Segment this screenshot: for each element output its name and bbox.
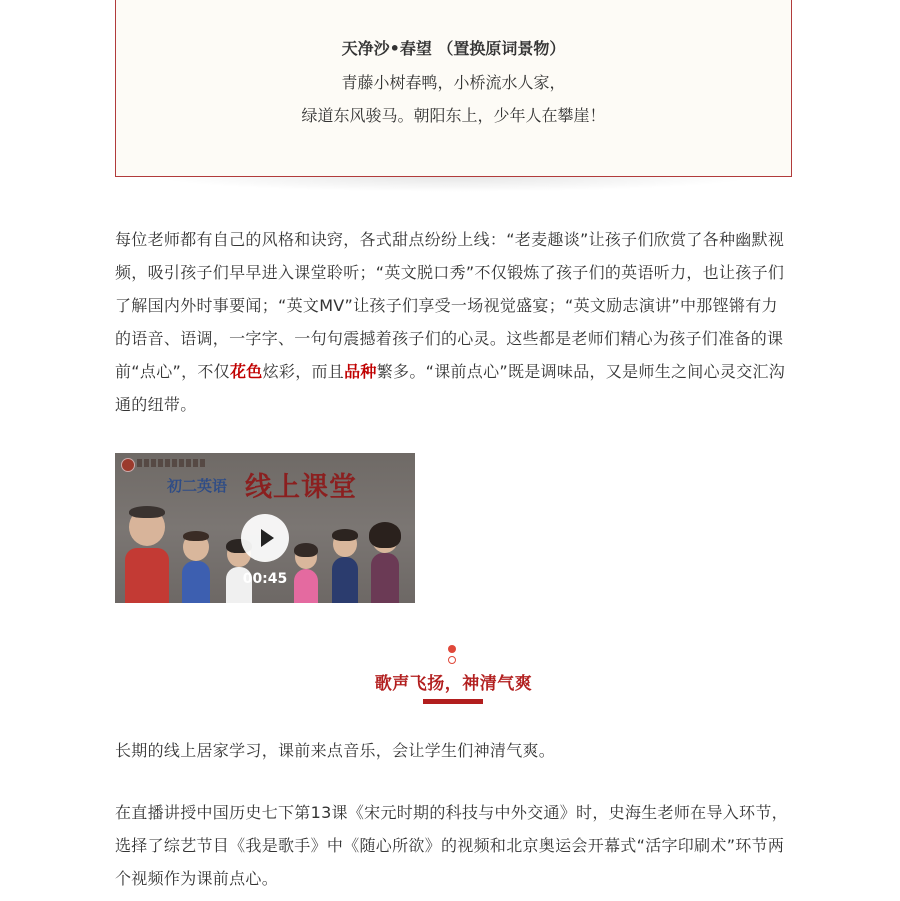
cartoon-teacher-figure bbox=[123, 508, 171, 603]
intro-text-1: 每位老师都有自己的风格和诀窍，各式甜点纷纷上线：“老麦趣谈”让孩子们欣赏了各种幽默视频，吸引孩子们早早进入课堂聆听；“英文脱口秀”不仅锻炼了孩子们的英语听力，也让孩子们了解国内外时事要闻；“英文MV”让孩子们享受一场视觉盛宴；“英文励志演讲”中那铿锵有力的语音、语调，一字字、一句句震撼着孩子们的心灵。这些都是老师们精心为孩子们准备的课前“点心”，不仅 bbox=[115, 230, 785, 381]
poem-line-2: 绿道东风骏马。朝阳东上，少年人在攀崖！ bbox=[301, 106, 606, 125]
poem-card bbox=[115, 0, 792, 177]
poem-card-shadow bbox=[150, 176, 760, 192]
intro-text-3: 繁多。“课前点心”既是调味品，又是师生之间心灵交汇沟通的纽带。 bbox=[115, 362, 786, 414]
decorative-ring-icon bbox=[448, 656, 456, 664]
section-title: 歌声飞扬，神清气爽 bbox=[374, 674, 533, 694]
intro-paragraph bbox=[115, 223, 792, 421]
highlight-huase: 花色 bbox=[229, 362, 263, 381]
cartoon-teacher-figure bbox=[367, 525, 403, 603]
cartoon-teacher-figure bbox=[179, 533, 213, 603]
poem-title: 天净沙•春望 （置换原词景物） bbox=[341, 39, 566, 58]
highlight-pinzhong: 品种 bbox=[344, 362, 377, 381]
video-duration: 00:45 bbox=[242, 571, 288, 587]
music-paragraph: 长期的线上居家学习，课前来点音乐，会让学生们神清气爽。 bbox=[115, 741, 556, 760]
school-logo-icon bbox=[121, 458, 135, 472]
play-button[interactable] bbox=[241, 514, 289, 562]
video-player[interactable] bbox=[115, 453, 415, 603]
section-underline bbox=[423, 699, 483, 704]
play-icon bbox=[261, 529, 274, 547]
decorative-dot-icon bbox=[448, 645, 456, 653]
video-lesson-label: 线上课堂 bbox=[245, 472, 357, 503]
history-paragraph: 在直播讲授中国历史七下第13课《宋元时期的科技与中外交通》时，史海生老师在导入环节，选择了综艺节目《我是歌手》中《随心所欲》的视频和北京奥运会开幕式“活字印刷术”环节两个视频作为课前点心。 bbox=[115, 803, 788, 888]
cartoon-teacher-figure bbox=[329, 531, 361, 603]
section-header bbox=[115, 645, 792, 705]
intro-text-2: 炫彩，而且 bbox=[262, 362, 345, 381]
poem-line-1: 青藤小树春鸭，小桥流水人家， bbox=[341, 73, 566, 92]
school-name-graphic bbox=[137, 459, 207, 467]
video-grade-label: 初二英语 bbox=[167, 477, 228, 495]
